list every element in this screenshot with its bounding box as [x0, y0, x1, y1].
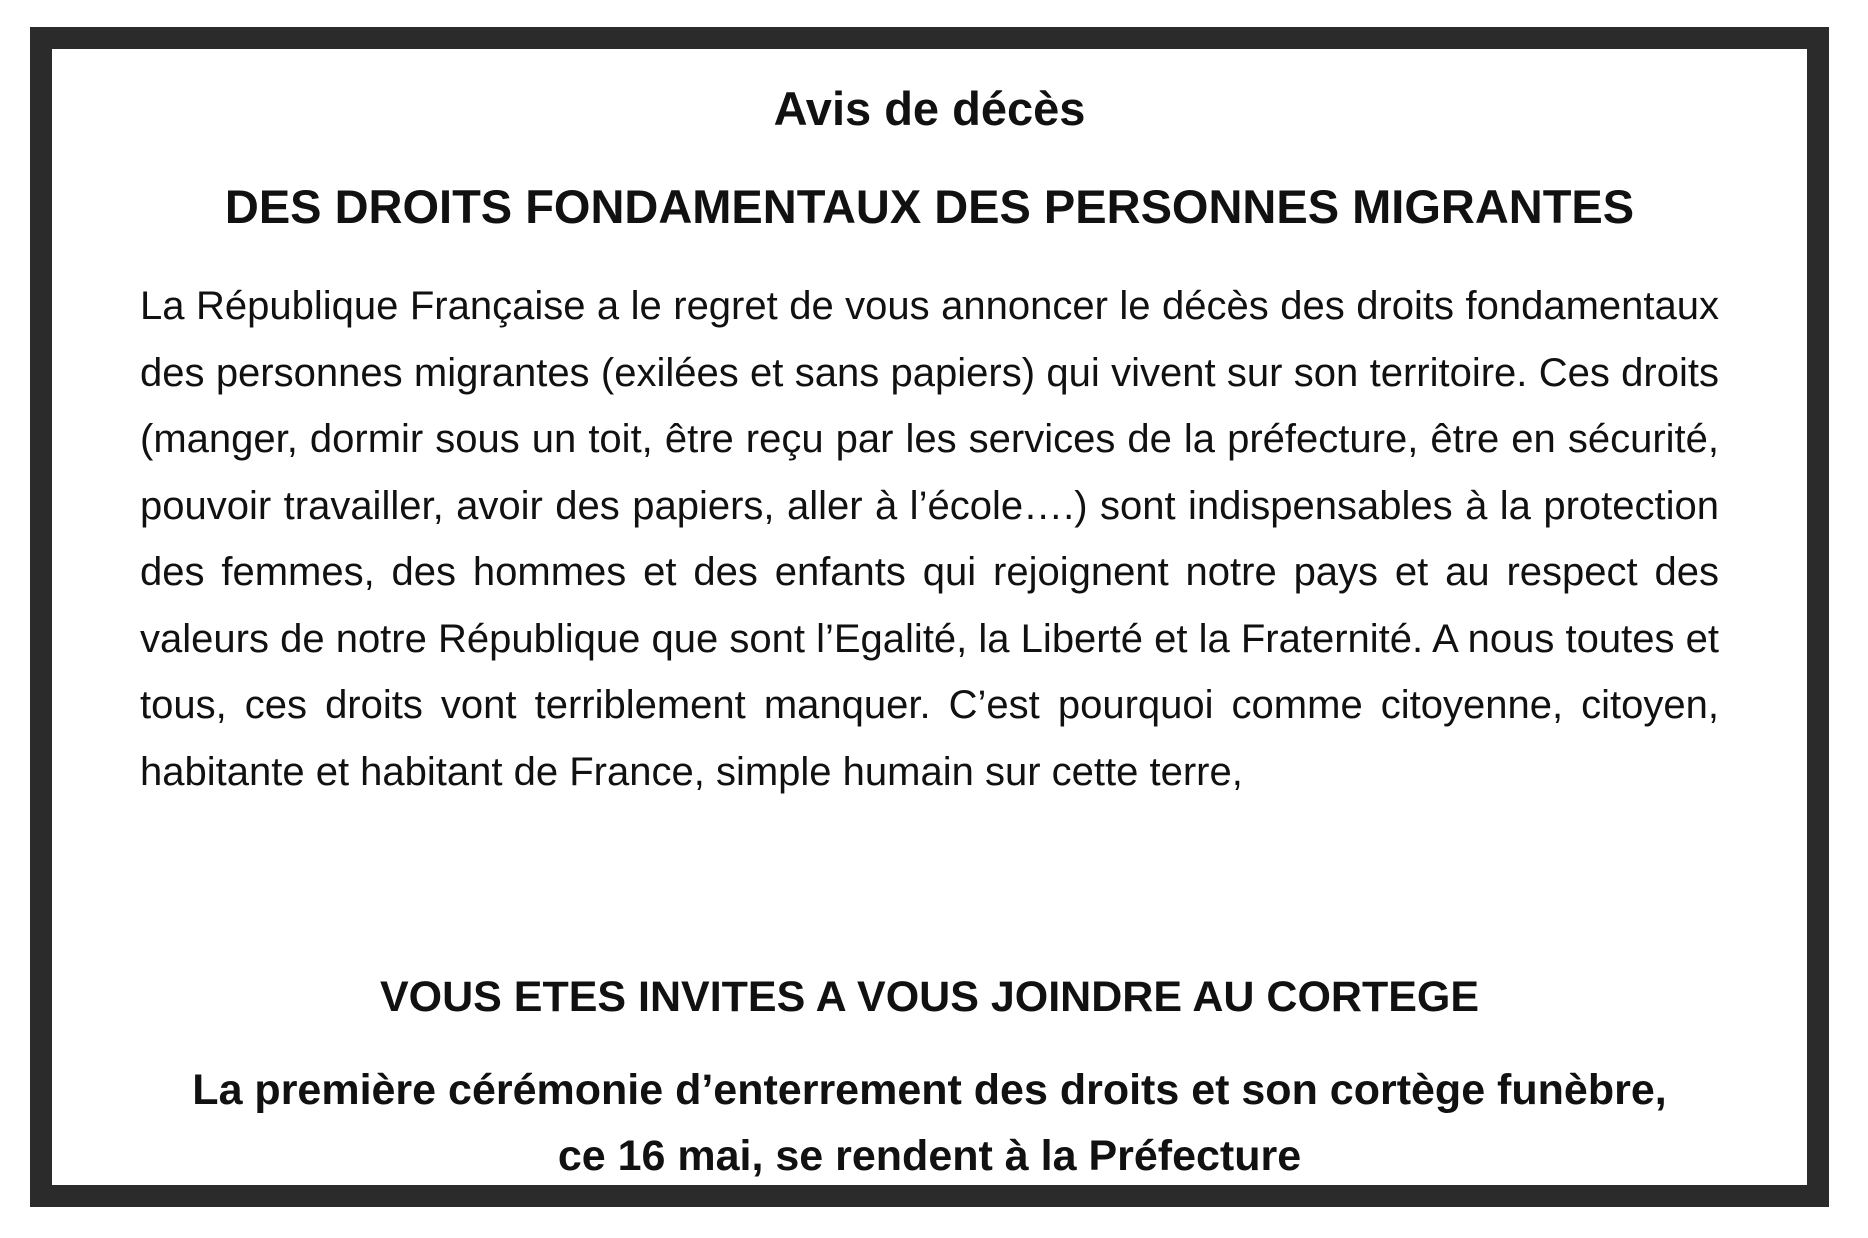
notice-invitation: VOUS ETES INVITES A VOUS JOINDRE AU CORTEGE: [379, 973, 1480, 1021]
notice-heading: Avis de décès: [773, 82, 1086, 135]
notice-subject: DES DROITS FONDAMENTAUX DES PERSONNES MIGRANTES: [224, 180, 1635, 233]
notice-body: La République Française a le regret de vous annoncer le décès des droits fondamentaux des personnes migrantes (exilées et sans papiers) qui vivent sur son territoire. Ces droits (manger, dormir sous un toit, être reçu par les services de la préfecture, être en sécurité, pouvoir travailler, avoir des papiers, aller à l’école….) sont indispensables à la protection des femmes, des hommes et des enfants qui rejoignent notre pays et au respect des valeurs de notre République que sont l’Egalité, la Liberté et la Fraternité. A nous toutes et tous, ces droits vont terriblement manquer. C’est pourquoi comme citoyenne, citoyen, habitante et habitant de France, simple humain sur cette terre,: [140, 284, 1719, 794]
death-notice-frame: [30, 27, 1829, 1207]
death-notice-content: [140, 49, 1719, 1185]
notice-ceremony: La première cérémonie d’enterrement des droits et son cortège funèbre, ce 16 mai, se rendent à la Préfecture: [192, 1066, 1667, 1180]
